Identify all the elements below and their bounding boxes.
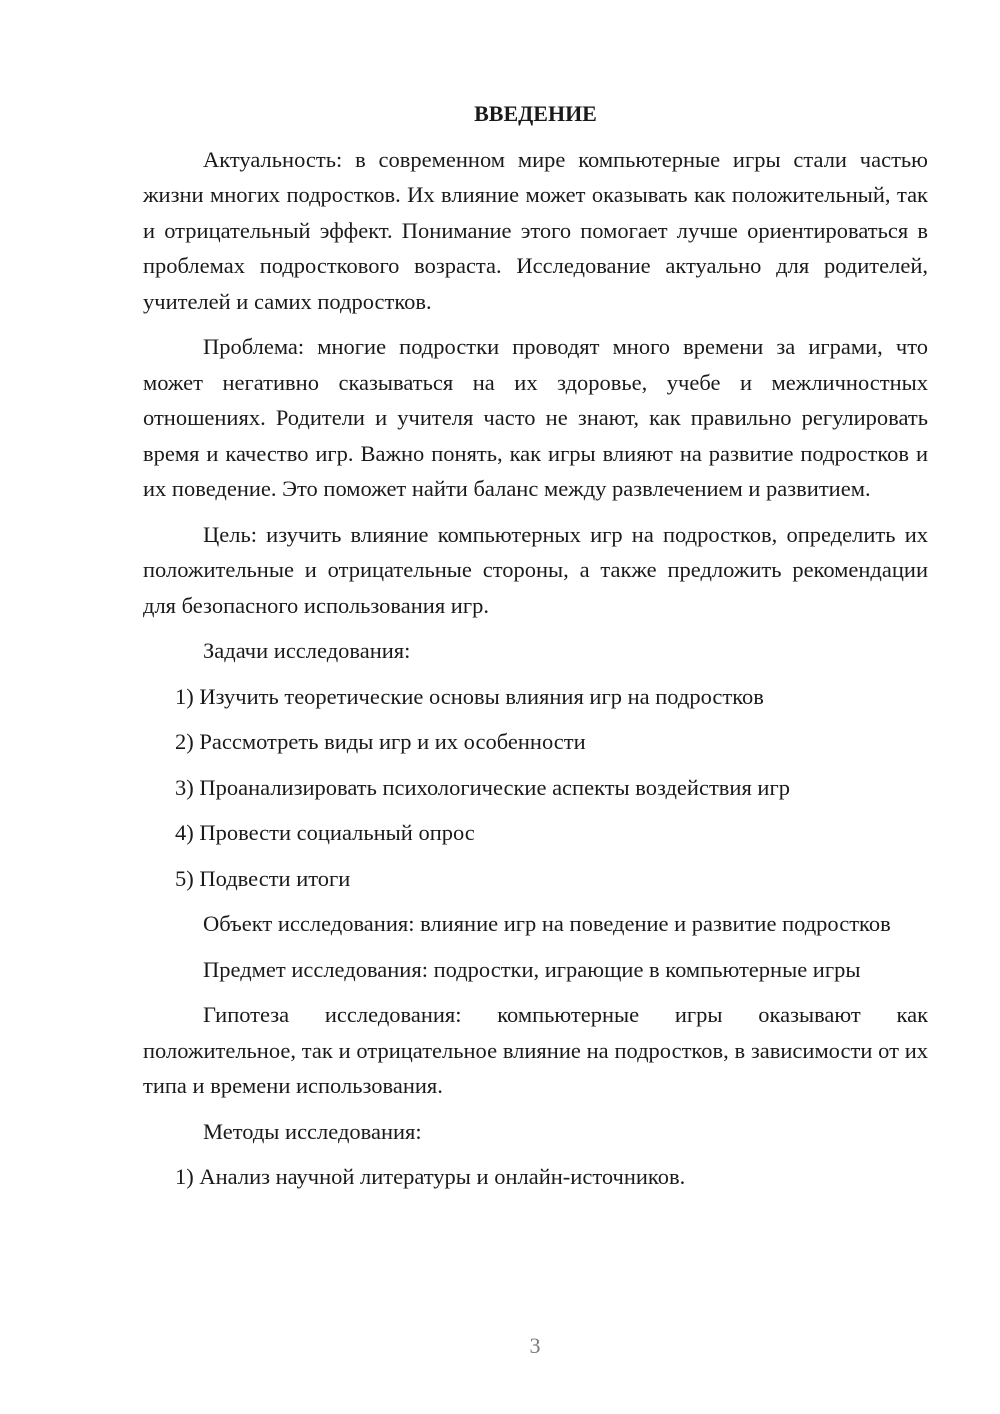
tasks-list (143, 679, 928, 897)
methods-list (143, 1159, 928, 1195)
problem-paragraph: Проблема: многие подростки проводят много времени за играми, что может негативно сказываться на их здоровье, учебе и межличностных отношениях. Родители и учителя часто не знают, как правильно регулировать время и качество игр. Важно понять, как игры влияют на развитие подростков и их поведение. Это поможет найти баланс между развлечением и развитием. (143, 334, 928, 501)
subject-paragraph: Предмет исследования: подростки, играющие в компьютерные игры (203, 956, 861, 982)
page-number: 3 (529, 1333, 541, 1358)
task-item: 2) Рассмотреть виды игр и их особенности (175, 729, 586, 754)
goal-paragraph: Цель: изучить влияние компьютерных игр на подростков, определить их положительные и отрицательные стороны, а также предложить рекомендации для безопасного использования игр. (143, 521, 928, 618)
task-item: 1) Изучить теоретические основы влияния игр на подростков (175, 683, 764, 709)
document-page (143, 96, 928, 1205)
hypothesis-paragraph: Гипотеза исследования: компьютерные игры оказывают как положительное, так и отрицательное влияние на подростков, в зависимости от их типа и времени использования. (143, 1002, 928, 1098)
methods-label: Методы исследования: (203, 1118, 422, 1144)
method-item: 1) Анализ научной литературы и онлайн-источников. (175, 1164, 686, 1189)
task-item: 4) Провести социальный опрос (175, 820, 475, 845)
task-item: 3) Проанализировать психологические аспекты воздействия игр (175, 774, 790, 800)
tasks-label: Задачи исследования: (203, 638, 411, 663)
relevance-paragraph: Актуальность: в современном мире компьютерные игры стали частью жизни многих подростков. Их влияние может оказывать как положительный, так и отрицательный эффект. Понимание этого помогает лучше ориентироваться в проблемах подросткового возраста. Исследование актуально для родителей, учителей и самих подростков. (143, 146, 928, 314)
task-item: 5) Подвести итоги (175, 865, 351, 891)
page-title: ВВЕДЕНИЕ (474, 101, 597, 126)
object-paragraph: Объект исследования: влияние игр на поведение и развитие подростков (203, 911, 891, 936)
